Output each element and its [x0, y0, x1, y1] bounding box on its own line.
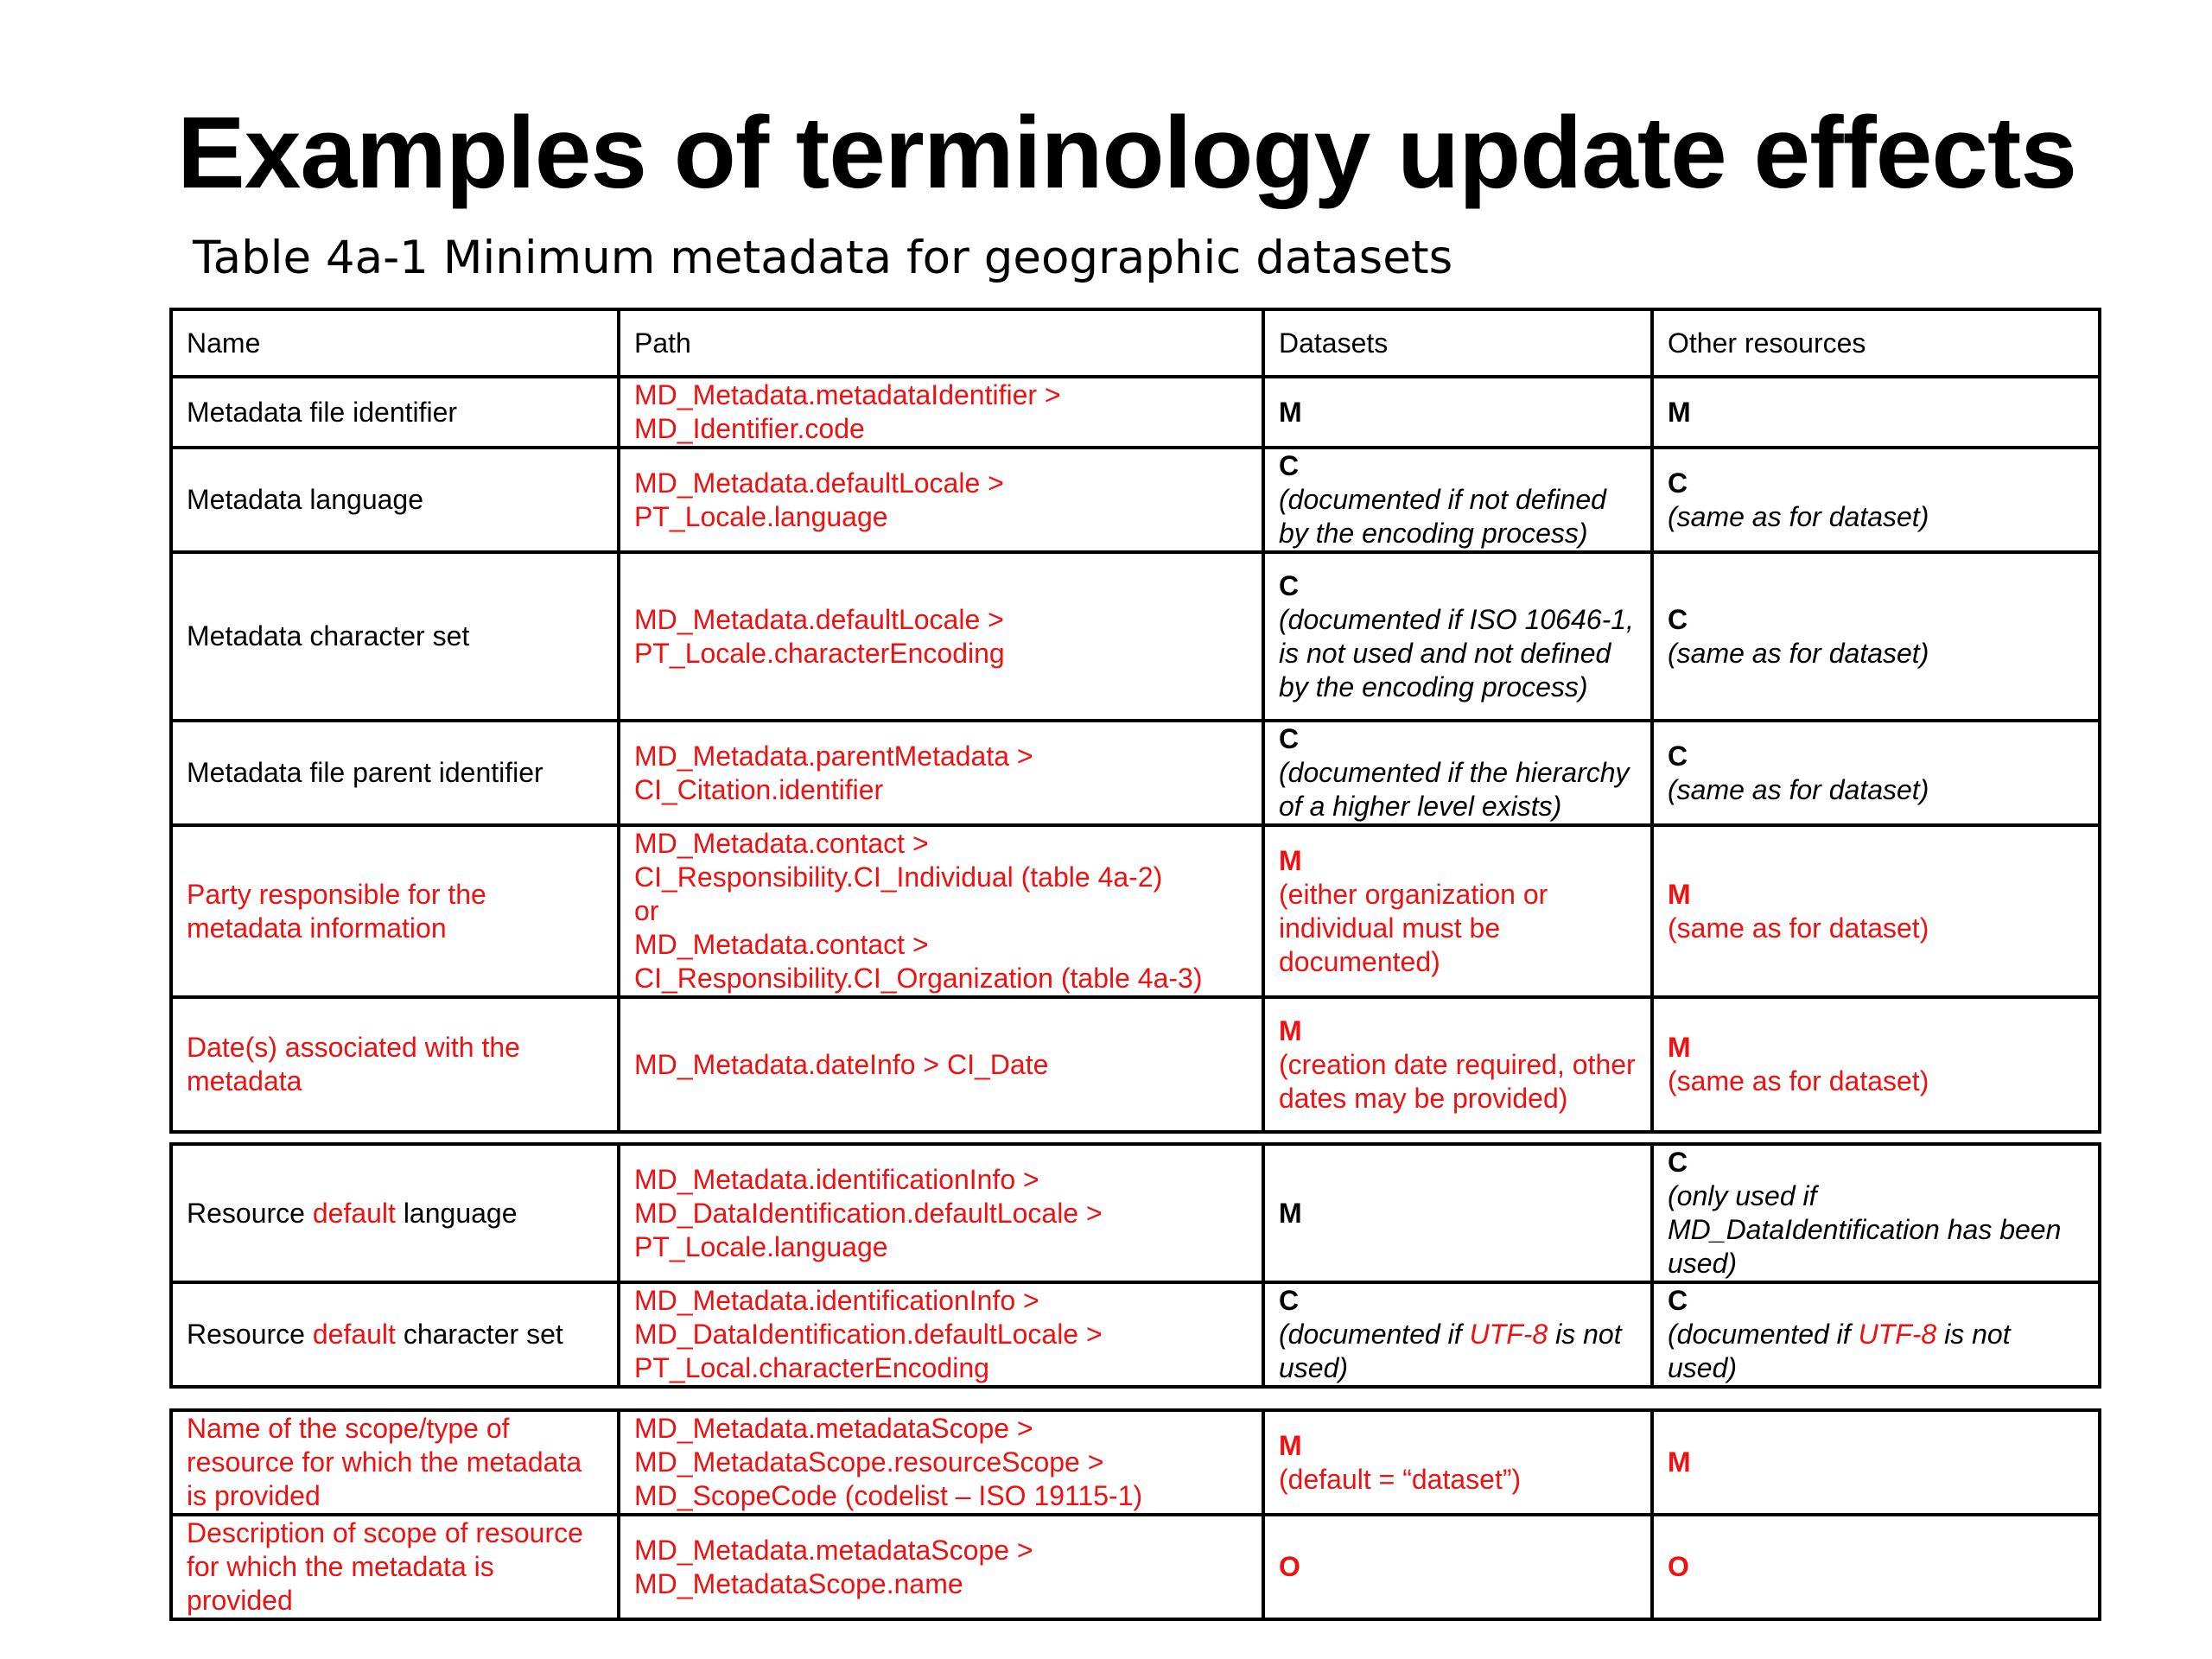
table-caption: Table 4a-1 Minimum metadata for geographic datasets — [193, 232, 1453, 284]
obligation-code: M — [1279, 844, 1302, 876]
obligation-note: (only used if MD_DataIdentification has been used) — [1668, 1180, 2062, 1279]
obligation-code: M — [1668, 1032, 1691, 1063]
row-other — [1652, 1410, 2100, 1515]
obligation-code: M — [1668, 878, 1691, 910]
row-other — [1652, 1144, 2100, 1282]
row-other — [1652, 377, 2100, 448]
obligation-code: C — [1279, 569, 1300, 601]
obligation-code: C — [1668, 740, 1688, 772]
obligation-note: (documented if not defined by the encoding process) — [1279, 484, 1606, 549]
row-other — [1652, 1515, 2100, 1619]
row-path: MD_Metadata.metadataScope > MD_MetadataScope.resourceScope > MD_ScopeCode (codelist – ISO 19115-1) — [619, 1410, 1263, 1515]
obligation-note: (same as for dataset) — [1668, 500, 1929, 532]
row-path: MD_Metadata.dateInfo > CI_Date — [619, 997, 1263, 1132]
table-row — [171, 1515, 2100, 1619]
row-path: MD_Metadata.parentMetadata > CI_Citation.identifier — [619, 721, 1263, 825]
metadata-table-resource — [169, 1142, 2101, 1389]
row-path: MD_Metadata.defaultLocale > PT_Locale.characterEncoding — [619, 552, 1263, 721]
obligation-code: C — [1279, 723, 1300, 754]
obligation-code: M — [1279, 1014, 1302, 1046]
row-name: Metadata language — [171, 448, 619, 552]
row-name: Description of scope of resource for which the metadata is provided — [171, 1515, 619, 1619]
metadata-table-scope — [169, 1408, 2101, 1621]
row-other — [1652, 825, 2100, 997]
row-path: MD_Metadata.metadataIdentifier > MD_Identifier.code — [619, 377, 1263, 448]
obligation-code: C — [1668, 603, 1688, 635]
row-datasets — [1263, 721, 1652, 825]
row-name: Party responsible for the metadata information — [171, 825, 619, 997]
obligation-code: M — [1668, 396, 1691, 428]
table-row — [171, 377, 2100, 448]
row-name: Resource default character set — [171, 1282, 619, 1387]
obligation-code: M — [1279, 396, 1302, 428]
row-datasets — [1263, 552, 1652, 721]
obligation-code: C — [1668, 1147, 1688, 1178]
table-row — [171, 721, 2100, 825]
row-name: Metadata character set — [171, 552, 619, 721]
table-header-row — [171, 309, 2100, 377]
metadata-table-main — [169, 308, 2101, 1134]
obligation-note: (documented if UTF-8 is not used) — [1279, 1319, 1622, 1383]
row-path: MD_Metadata.defaultLocale > PT_Locale.language — [619, 448, 1263, 552]
row-datasets — [1263, 825, 1652, 997]
obligation-code: M — [1668, 1446, 1691, 1478]
obligation-note: (default = “dataset”) — [1279, 1463, 1522, 1495]
obligation-code: M — [1279, 1197, 1302, 1229]
table-row — [171, 1410, 2100, 1515]
row-name: Resource default language — [171, 1144, 619, 1282]
obligation-code: C — [1279, 450, 1300, 481]
obligation-code: M — [1279, 1429, 1302, 1461]
row-path: MD_Metadata.contact > CI_Responsibility.CI_Individual (table 4a-2) or MD_Metadata.contact > CI_Responsibility.CI_Organization (table 4a-3) — [619, 825, 1263, 997]
table-row — [171, 825, 2100, 997]
row-path: MD_Metadata.metadataScope > MD_MetadataScope.name — [619, 1515, 1263, 1619]
row-other — [1652, 448, 2100, 552]
row-path: MD_Metadata.identificationInfo > MD_DataIdentification.defaultLocale > PT_Locale.language — [619, 1144, 1263, 1282]
row-name: Metadata file parent identifier — [171, 721, 619, 825]
slide-title: Examples of terminology update effects — [177, 96, 2076, 210]
obligation-code: C — [1668, 1285, 1688, 1316]
table-row — [171, 1282, 2100, 1387]
row-datasets — [1263, 997, 1652, 1132]
obligation-note: (creation date required, other dates may be provided) — [1279, 1048, 1636, 1114]
obligation-note: (documented if UTF-8 is not used) — [1668, 1319, 2011, 1383]
row-datasets — [1263, 448, 1652, 552]
row-name: Metadata file identifier — [171, 377, 619, 448]
obligation-note: (documented if the hierarchy of a higher level exists) — [1279, 757, 1630, 822]
row-datasets — [1263, 1282, 1652, 1387]
row-other — [1652, 552, 2100, 721]
obligation-code: O — [1668, 1551, 1689, 1582]
table-row — [171, 552, 2100, 721]
row-name: Date(s) associated with the metadata — [171, 997, 619, 1132]
row-name: Name of the scope/type of resource for which the metadata is provided — [171, 1410, 619, 1515]
obligation-note: (same as for dataset) — [1668, 773, 1929, 805]
row-datasets — [1263, 1515, 1652, 1619]
table-row — [171, 997, 2100, 1132]
obligation-note: (same as for dataset) — [1668, 1065, 1929, 1096]
obligation-code: C — [1279, 1285, 1300, 1316]
row-datasets — [1263, 377, 1652, 448]
row-path: MD_Metadata.identificationInfo > MD_DataIdentification.defaultLocale > PT_Local.characterEncoding — [619, 1282, 1263, 1387]
header-other-resources: Other resources — [1652, 309, 2100, 377]
obligation-note: (same as for dataset) — [1668, 637, 1929, 669]
obligation-note: (same as for dataset) — [1668, 912, 1929, 944]
obligation-code: O — [1279, 1551, 1300, 1582]
row-other — [1652, 997, 2100, 1132]
row-datasets — [1263, 1410, 1652, 1515]
row-other — [1652, 1282, 2100, 1387]
header-datasets: Datasets — [1263, 309, 1652, 377]
obligation-note: (documented if ISO 10646-1, is not used and not defined by the encoding process) — [1279, 603, 1634, 702]
table-row — [171, 448, 2100, 552]
header-name: Name — [171, 309, 619, 377]
header-path: Path — [619, 309, 1263, 377]
table-row — [171, 1144, 2100, 1282]
row-datasets — [1263, 1144, 1652, 1282]
row-other — [1652, 721, 2100, 825]
obligation-note: (either organization or individual must be documented) — [1279, 878, 1548, 977]
obligation-code: C — [1668, 467, 1688, 499]
